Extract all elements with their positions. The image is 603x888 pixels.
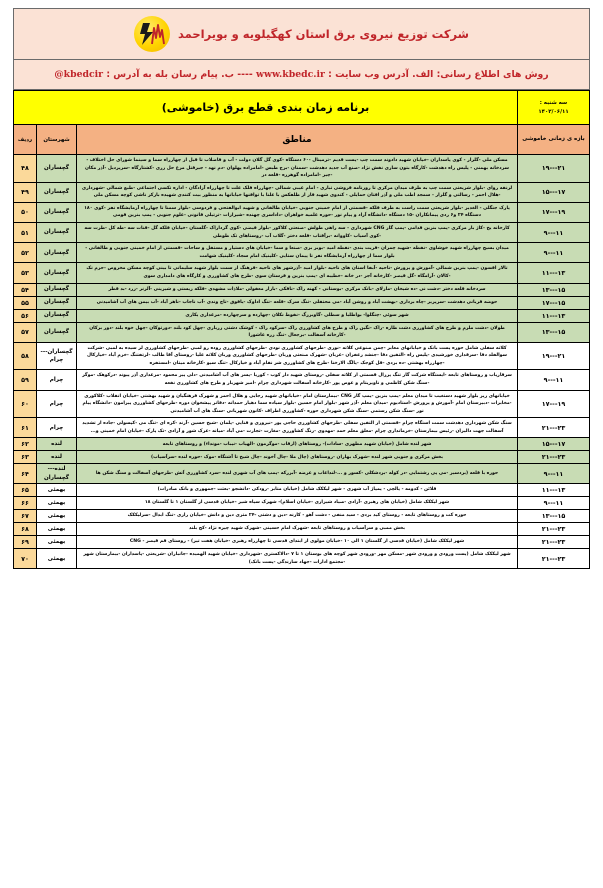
row-number-cell: ۵۱: [14, 223, 37, 243]
regions-cell: بخش مرکزی و جنوبی شهر لنده -شهرک بهاران -روستاهای (چال ملا -چال آخوند -چال شیخ تا آشتگاه -موک -حوزه لنده -سرآسیاب): [77, 451, 518, 464]
contact-info-text: [54, 69, 548, 80]
city-cell: گچساران: [37, 309, 77, 322]
company-banner: [13, 8, 590, 60]
city-cell: گچساران: [37, 182, 77, 202]
row-number-cell: ۶۷: [14, 510, 37, 523]
regions-cell: سنگ شکن شهرداری دهدشت سمت استگاه چرام -قسمتی از التقین سفلی -طرحهای کشاورزی حاجی پور -نیروزی و فنایی -پلمان -شیخ حسین -آرند -کره ای -تنگ می -کپسولی -جاده از تشدید آسفالت جهت دالیران -رئیس بیمارستان -خرمانداری چرام -معلق معلم حمد -مهدوی -زنگ کشاورزی -مغارت -تجارت -می آباد -میانه -عرک شور و آزادی -تک پارک -خیابان امام خمینی و...: [77, 418, 518, 438]
city-cell: گچساران: [37, 263, 77, 283]
regions-cell: حوزه با قلعه (بردسیر -می پی رشتمایی -در کوله -بردشکلی -کسور و ...-لنداغاب و عرضه -آبزرکه -پمپ های آب شهری لنده -سرد کشاورزی آتش -طرحهای آسفالت و سنگ شکن ها: [77, 464, 518, 484]
outage-duration-cell: ۱۵---۱۳: [518, 283, 590, 296]
row-number-cell: ۴۸: [14, 155, 37, 183]
outage-schedule-table: [13, 90, 590, 569]
city-cell: بهمئی: [37, 549, 77, 569]
city-cell: بهمئی: [37, 536, 77, 549]
outage-duration-cell: ۱۵---۱۷: [518, 296, 590, 309]
regions-cell: کلاته سفلی شامل حوزه پست بانک و خیابانهای معابر -چمن صنوعی کلاته -نوزی -طرحهای کشاورزی نودی -طرحهای کشاورزی روده رو لمبی -طرحهای کشاورزی لر سیده به لمبی -شرکت سوالفلد دفا -سرفداری خورشیدی -پلیس راه -التقین دفا -جنشد زعفران -عربان -شهرک صنعتی وربان -طرحهای کشاورزی وربان کلاته علیا -روستای آقا طالب -لرتفتنگ -خرم آباد -خیارکال -چهارراه بهشتی -ده بردی -قل کوجک -پالگ الارخنا -طرح های کشاورزی شر نقام آباد و خیارکال -تنگ سیو -کارخانه میتان -امستفره: [77, 342, 518, 370]
table-row: [14, 418, 590, 438]
table-row: [14, 484, 590, 497]
regions-cell: قلائن - کدومه - پالچی - پمپاژ آب شهری - شهر لیککک شامل (خیابان متابر -رودکی -دانشجو -بعثت -جمهوری و بانک صادرات): [77, 484, 518, 497]
city-cell: لنده: [37, 451, 77, 464]
regions-cell: مسکن ملی -گلزار - کوی پاسداران -خیابان شهید دادوند سمت چپ -پست قدیم -ترمینال -۶۰ دستگاه -کوی گل گلان دولت - آب و فاضلاب تا قبل از چهارراه سما و سینما شورای حل اختلاف - سردخانه بهمنی - پلیس راه دهدشت -کارگاه بتون سازی نقش نژاد -صنع آب جدید دهدشت -سمنان -برج طبس -امامزاده پهلوان -دم نهد - جیرفتل مرغ حل زری -کشتارگاه -سرپردیل -آذر مکان -چیر -امامزاده گوهرزه -قلعه دز: [77, 155, 518, 183]
table-header-row: [14, 125, 590, 155]
table-row: [14, 497, 590, 510]
row-number-cell: ۶۶: [14, 497, 37, 510]
contact-info-bar: [13, 60, 590, 90]
outage-duration-cell: ۱۳---۱۱: [518, 484, 590, 497]
outage-duration-cell: ۱۹---۱۷: [518, 390, 590, 418]
city-cell: گچساران: [37, 223, 77, 243]
row-number-cell: ۵۶: [14, 309, 37, 322]
table-row: [14, 523, 590, 536]
table-title-row: [14, 91, 590, 125]
row-number-cell: ۴۹: [14, 182, 37, 202]
bolt-glyph-icon: [134, 16, 170, 52]
table-row: [14, 451, 590, 464]
column-header-regions: مناطق: [77, 125, 518, 155]
contact-prefix-label: روش های اطلاع رسانی: الف. آدرس وب سایت :: [324, 69, 549, 80]
regions-cell: خیابانهای زیر بلوار شهید دستغیب تا میدان معلم -پمپ بنزین -پمپ گاز CNG -بیمارستان امام -خیابانهای شهید رجایی و هلال احمر و شهرک فرهنگیان و شهید بهشتی -خیابان انقلاب -کلاکوری -مخابرات -دبیرستان امام -آموزش و پرورش -استادیوم -میدان معلم -آذر شهر -بلوار امام حسین -بلوار سیاده سما دهیار حمدانه -دفاتر پیشخوان دوره -طرحهای کشاورزی پیرامون -دانشگاه پیام نور -سنگ شکن رستمی -سنگ شکن شهرداری حوزه -کشاورزی اطراف -کانون شهربانی -سنگ های آب آشامیدنی: [77, 390, 518, 418]
table-row: [14, 342, 590, 370]
city-cell: چرام: [37, 370, 77, 390]
row-number-cell: ۷۰: [14, 549, 37, 569]
column-header-city: شهرستان: [37, 125, 77, 155]
outage-duration-cell: ۱۱---۹: [518, 223, 590, 243]
row-number-cell: ۵۴: [14, 283, 37, 296]
date-label: سه شنبه :: [539, 100, 568, 107]
outage-duration-cell: ۱۱---۹: [518, 497, 590, 510]
table-row: [14, 296, 590, 309]
row-number-cell: ۶۴: [14, 464, 37, 484]
table-row: [14, 263, 590, 283]
outage-duration-cell: ۲۳---۲۱: [518, 523, 590, 536]
city-cell: لنده: [37, 438, 77, 451]
outage-duration-cell: ۱۷---۱۵: [518, 182, 590, 202]
regions-cell: میدان بسیج چهارراه شهید خوشاوی -نقطه -شهید چمران -فریت بندی -نقطه امید -بوبر بری -صنعا و سما -خیابان های دستیار و مستقل و ساحات -قسمتی از امام خمینی جنوبی و طالقانی - بلوار سما از چهارراه آزمایشگاه نفر تا پیمان ستایی -کلینیک امام سجاد -کلینیک شهامت: [77, 243, 518, 263]
outage-duration-cell: ۲۳---۲۱: [518, 536, 590, 549]
page-title: برنامه زمان بندی قطع برق (خاموشی): [14, 91, 518, 125]
city-cell: گچساران: [37, 202, 77, 222]
city-cell: چرام: [37, 418, 77, 438]
row-number-cell: ۵۲: [14, 243, 37, 263]
regions-cell: سرفاریاب و روستاهای تابعه -ایستگاه شرکت گاز تنگ پرزال قسمتی از کلاته سفلی -روستای شهید دار کوب - کوریا -پسر های آب آشامیدنی -دلی پیر محمود -مرغداری آذر پیوند -درکوهک -موگر -سنگ شکن کاظمی و ناویریتام و عوض پور -کارخانه آسفالت شهرداری چرام -امیر شهربار و طرح های کشاورزی نقعه: [77, 370, 518, 390]
outage-duration-cell: ۱۹---۱۷: [518, 202, 590, 222]
city-cell: گچساران---چرام: [37, 342, 77, 370]
regions-cell: شهر لیککک شامل (پست ورودی و ورودی شهر -مسکن مهر -ورودی شهر کوچه های بوستان ۱ تا ۷ -دالاکستری -شهرداری -خیابان شهید الهمیده -جانباران -شریعتی -پاسداران -بیمارستان شهر -مجتمع ادارات -جهاد سازندگی -پست بانک): [77, 549, 518, 569]
city-cell: بهمئی: [37, 497, 77, 510]
date-value: ۱۴۰۲/۰۶/۱۱: [538, 108, 569, 115]
regions-cell: طولان -دشت ملزم و طرح های کشاورزی دشت طاره -راک -نگین راک و طرح های کشاورزی راک -سرکود راک - کوشک دشتی زرباری -چهل کود بلند -دورتوکان -چهل خوه بلند -دور برکان -کارخانه آسفالت -برجعال -تنگ زره عاشورا: [77, 322, 518, 342]
row-number-cell: ۶۲: [14, 438, 37, 451]
row-number-cell: ۵۹: [14, 370, 37, 390]
row-number-cell: ۵۳: [14, 263, 37, 283]
table-row: [14, 536, 590, 549]
outage-duration-cell: ۱۵---۱۳: [518, 322, 590, 342]
regions-cell: کارخانه یخ -کاژ بار مرکزی -پمپ بنزین قدامی -پمپ گاز CNG شهرداری - سه راهی طولش -صنعتی کلاکور -بلوار فیضی -کوی گزداراک -گلستان -خیابان فلکه گل -قنات سه -طه کل -طرت سه -کوی آسیاب -کاووانه -برآفتاب -قلعه دختر -گلاب آب -روستاهای تک طوطی: [77, 223, 518, 243]
regions-cell: حوضه قربانی دهدشت -سرپریز -چاه برداری -بهشت آباد و روشن آباد -می محتقلی -تنگ سرک -قلعه -تنگ اداوک -یافوق -تاج وندی -آب ناجاب -ناهر آباد -آب بیمن های آب آشامیدنی: [77, 296, 518, 309]
outage-duration-cell: ۱۳---۱۱: [518, 309, 590, 322]
row-number-cell: ۵۷: [14, 322, 37, 342]
row-number-cell: ۵۰: [14, 202, 37, 222]
city-cell: بهمئی: [37, 484, 77, 497]
row-number-cell: ۶۰: [14, 390, 37, 418]
table-row: [14, 549, 590, 569]
outage-duration-cell: ۱۱---۹: [518, 243, 590, 263]
table-row: [14, 510, 590, 523]
row-number-cell: ۵۵: [14, 296, 37, 309]
city-cell: گچساران: [37, 296, 77, 309]
outage-duration-cell: ۲۳---۲۱: [518, 549, 590, 569]
regions-cell: شهر لیککک شامل (خیابان قدسی از گلستان ۱ الی ۱۰ -خیابان مولوی از ابتدای قدسی تا چهارراه رهبری -خیابان هفت تیر) - روستای قم قیصر - CNG: [77, 536, 518, 549]
city-cell: گچساران: [37, 243, 77, 263]
city-cell: گچساران: [37, 155, 77, 183]
table-row: [14, 309, 590, 322]
outage-duration-cell: ۲۱---۱۹: [518, 155, 590, 183]
table-row: [14, 202, 590, 222]
city-cell: بهمئی: [37, 510, 77, 523]
outage-duration-cell: ۱۳---۱۱: [518, 263, 590, 283]
company-banner-inner: [134, 16, 469, 52]
messenger-handle[interactable]: @kbedcir: [54, 69, 104, 80]
table-row: [14, 438, 590, 451]
row-number-cell: ۵۸: [14, 342, 37, 370]
table-row: [14, 370, 590, 390]
table-row: [14, 322, 590, 342]
company-title: شرکت توزیع نیروی برق استان کهگیلویه و بویراحمد: [178, 27, 469, 41]
row-number-cell: ۶۵: [14, 484, 37, 497]
regions-cell: تالار افسون -پمپ بنزین شمالی -آموزش و پرورش -ناحیه -آبفا استان های ناحیه -بلوار امید -آذرشهر های ناحیه -فرهنگ از سمت بلوار شهید سلیمانی تا بینی کوچه مسکن مخروص -حرم تک -کالان -آرامگاه -گل قیصر -کارخانه آجر -در خانه -خطیبه ای -پمپ بنزین و فرستان سوی -طرح های کشاورزی و کارگاه های دامداری سوی: [77, 263, 518, 283]
city-cell: گچساران: [37, 322, 77, 342]
table-row: [14, 283, 590, 296]
table-row: [14, 182, 590, 202]
row-number-cell: ۶۱: [14, 418, 37, 438]
row-number-cell: ۶۳: [14, 451, 37, 464]
city-cell: گچساران: [37, 283, 77, 296]
outage-duration-cell: ۲۳---۲۱: [518, 418, 590, 438]
contact-middle-label: ---- ب. پیام رسان بله به آدرس :: [103, 69, 256, 80]
table-row: [14, 155, 590, 183]
regions-cell: حوزه کت و روستاهای تابعه - روستای کید بردی - سید منفی - دشت آهو - کازنه -دین و دشتی -۲۴ متری دین و دانش -خیابان رازی -تنگ ابدال -سرلیککک: [77, 510, 518, 523]
table-row: [14, 390, 590, 418]
outage-duration-cell: ۱۵---۱۳: [518, 510, 590, 523]
schedule-table-body: [14, 91, 590, 569]
regions-cell: بخش ممبی و سرآسیاب و روستاهای تابعه -شهرک امام حسینی -شهرک شهید چیره نژاد -کج بلند: [77, 523, 518, 536]
table-row: [14, 243, 590, 263]
row-number-cell: ۶۸: [14, 523, 37, 536]
outage-duration-cell: ۲۳---۲۱: [518, 451, 590, 464]
outage-duration-cell: ۱۱---۹: [518, 464, 590, 484]
city-cell: بهمئی: [37, 523, 77, 536]
publish-date-cell: [518, 91, 590, 125]
regions-cell: شهر سوئی -چنگلوا- بواطلبا و سطلی -گاوبرزگ -نقوط نکلان -چهارده و سرچهارده -مرغداری یکاری: [77, 309, 518, 322]
regions-cell: شهر لنده شامل (خیابان شهید مطهری -سادات)- روستاهای (ارقاب -موگرمون -الهیاب -نیباب -مونداء) و روستاهای تابعه: [77, 438, 518, 451]
regions-cell: پارک جنگلی - الغدیر -بلوار شریعتی سمت راست به طرف فلکه -قسمتی از امام خمینی جنوبی -خیابان طالقانی و شهید ابوالفتحی و فردوسی -بلوار سمنا تا چهارراه آزمایشگاه نفر -کوی ۱۸۰ دستگاه ۲۴ و۶ ردی پیمانکاران -۱۵ دستگاه -دانشگاه آزاد و پیام نور -حوزه علمیه خواهران -داداسری چهنده -شیرازات -ترتیلی قانونی -علوم جنوبی - پمپ بنزین قومی: [77, 202, 518, 222]
city-cell: چرام: [37, 390, 77, 418]
lightning-bolt-logo-icon: [134, 16, 170, 52]
table-row: [14, 464, 590, 484]
outage-duration-cell: ۲۱---۱۹: [518, 342, 590, 370]
regions-cell: شهر لیککک شامل (خیابان های رهبری -آزادی -صیاد شیرازی -خیابان اسلام)- شهرک سیاه شیر -خیابان قدسی از گلستان ۱ تا گلستان ۱۸: [77, 497, 518, 510]
outage-duration-cell: ۱۱---۹: [518, 370, 590, 390]
regions-cell: لرنقه روای -بلوار شریعتی سمت چپ به طرف میدان مرکزی تا روزنامه فروشی تباری - امام غیبی شمالی -چهارراه فلک علت تا چهارراه آزادگان - اداره تکسی اجتماعی -طبع شمالی -شهرداری -هلال احمر - رسالتی و گلزار - سمجد اطب ملی و آذر افتان حمایلی - کندوی شهید فاز از ظلفکس با علنا با توافنها خیابانها به منظور بیت کنندی شهیده بازکر ناشی کوچه مسکن ملی: [77, 182, 518, 202]
table-row: [14, 223, 590, 243]
outage-duration-cell: ۱۷---۱۵: [518, 438, 590, 451]
city-cell: لنده---گچساران: [37, 464, 77, 484]
row-number-cell: ۶۹: [14, 536, 37, 549]
regions-cell: سردخانه قلعه دختر -دشت نی -ده شیخان -مازلای -بانک مرکزی -بوستانی - کهنه راک -نافکی -بازار معقولی -ملاذات مشهدی -فلکه زیستی و شیرینی -آلرنز -زرد -بد قطر: [77, 283, 518, 296]
column-header-duration: بازه ی زمانی خاموشی: [518, 125, 590, 155]
column-header-row-number: ردیف: [14, 125, 37, 155]
website-url[interactable]: www.kbedc.ir: [255, 69, 325, 80]
